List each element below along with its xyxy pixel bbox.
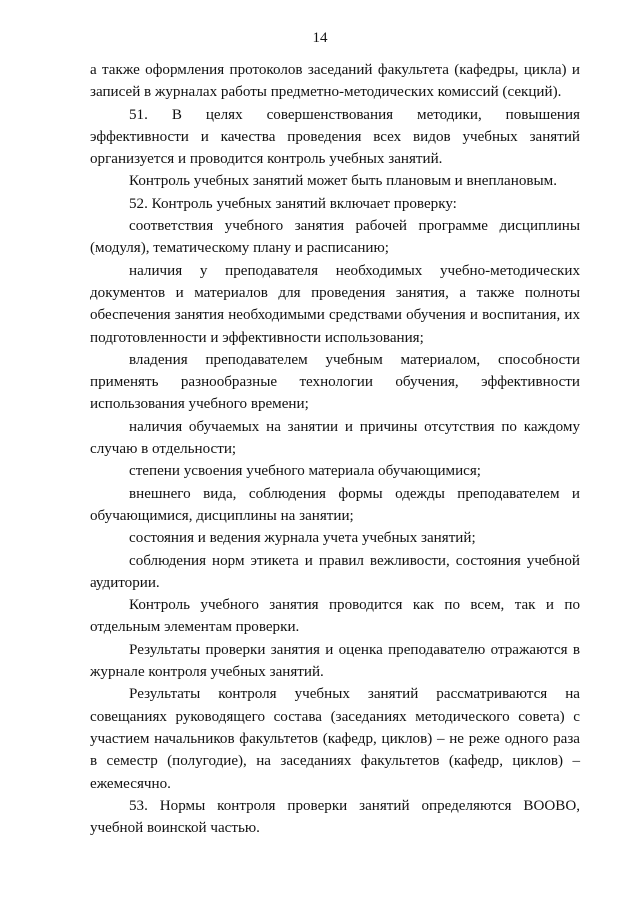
paragraph: Контроль учебного занятия проводится как по всем, так и по отдельным элементам проверки. bbox=[90, 597, 580, 636]
paragraph: наличия у преподавателя необходимых учебно-методических документов и материалов для проведения занятия, а также полноты обеспечения занятия необходимыми средствами обучения и воспитания, их подготовленности и эффективности использования; bbox=[90, 262, 580, 346]
document-body bbox=[90, 59, 580, 839]
paragraph: Результаты контроля учебных занятий рассматриваются на совещаниях руководящего состава (заседаниях методического совета) с участием начальников факультетов (кафедр, циклов) – не реже одного раза в семестр (полугодие), на заседаниях факультетов (кафедр, циклов) – ежемесячно. bbox=[90, 686, 580, 792]
paragraph: состояния и ведения журнала учета учебных занятий; bbox=[129, 530, 476, 547]
paragraph: Контроль учебных занятий может быть плановым и внеплановым. bbox=[129, 173, 557, 190]
paragraph: а также оформления протоколов заседаний факультета (кафедры, цикла) и записей в журналах работы предметно-методических комиссий (секций). bbox=[90, 62, 580, 101]
paragraph: соблюдения норм этикета и правил вежливости, состояния учебной аудитории. bbox=[90, 552, 580, 591]
paragraph: Результаты проверки занятия и оценка преподавателю отражаются в журнале контроля учебных занятий. bbox=[90, 641, 580, 681]
page-number: 14 bbox=[312, 30, 328, 46]
paragraph: внешнего вида, соблюдения формы одежды преподавателем и обучающимися, дисциплины на занятии; bbox=[90, 485, 580, 524]
paragraph: наличия обучаемых на занятии и причины отсутствия по каждому случаю в отдельности; bbox=[90, 418, 580, 458]
paragraph: 52. Контроль учебных занятий включает проверку: bbox=[129, 195, 457, 212]
paragraph: степени усвоения учебного материала обучающимися; bbox=[129, 463, 481, 480]
paragraph: 51. В целях совершенствования методики, повышения эффективности и качества проведения всех видов учебных занятий организуется и проводится контроль учебных занятий. bbox=[90, 106, 580, 168]
paragraph: владения преподавателем учебным материалом, способности применять разнообразные технологии обучения, эффективности использования учебного времени; bbox=[90, 351, 580, 413]
paragraph: 53. Нормы контроля проверки занятий определяются ВООВО, учебной воинской частью. bbox=[90, 797, 580, 837]
paragraph: соответствия учебного занятия рабочей программе дисциплины (модуля), тематическому плану и расписанию; bbox=[90, 218, 580, 257]
